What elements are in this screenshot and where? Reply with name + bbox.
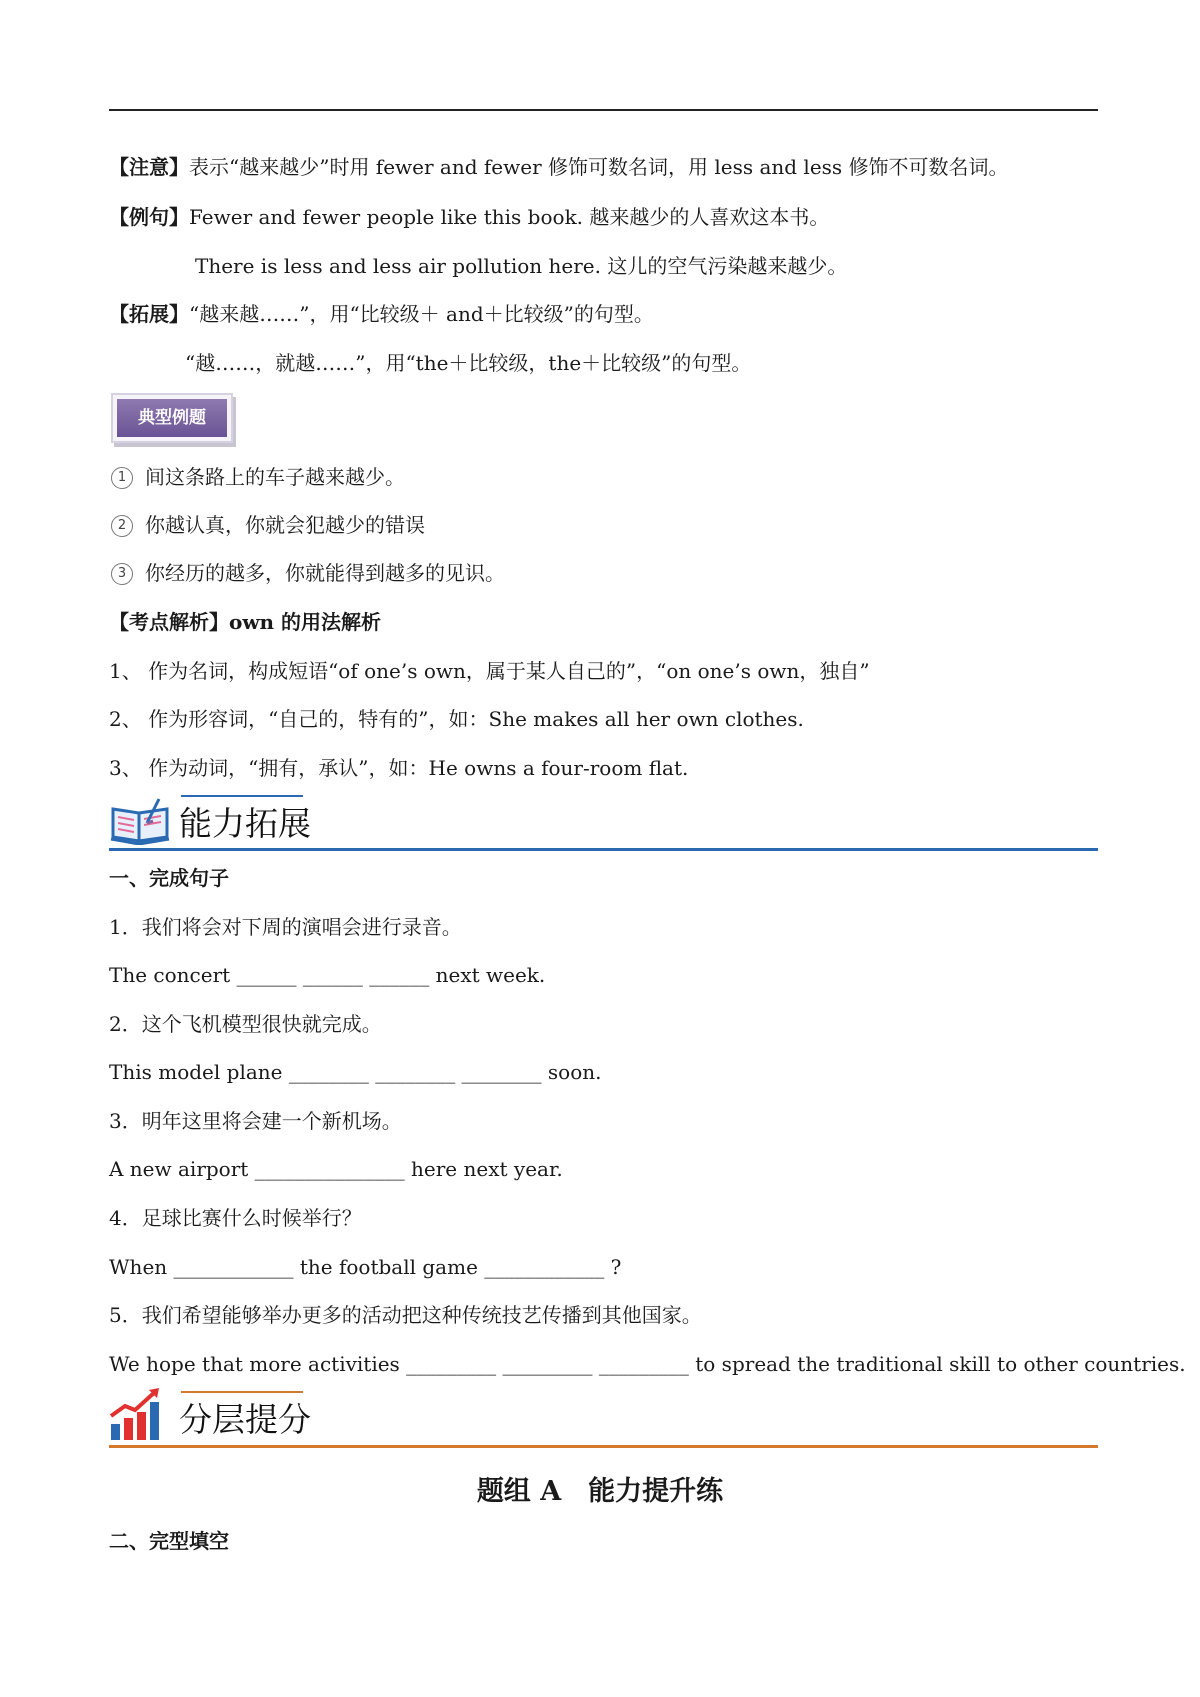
rising-chart-icon (109, 1388, 163, 1442)
group-title: 题组 A 能力提升练 (476, 1476, 724, 1507)
note-liju (109, 205, 829, 229)
question-en: When ____________ the football game ____________ ? (109, 1255, 622, 1279)
tuozhan-tag: 【拓展】 (109, 302, 189, 326)
question-en: We hope that more activities _________ _________ _________ to spread the traditional skill to other countries. (109, 1352, 1186, 1376)
question-en: This model plane ________ ________ ________ soon. (109, 1060, 602, 1084)
section1-subheading: 一、完成句子 (109, 866, 229, 890)
liju-sentence-2: There is less and less air pollution here. 这儿的空气污染越来越少。 (195, 254, 848, 278)
example-item (111, 561, 505, 585)
section1-accent-line (181, 795, 303, 797)
circled-number: 2 (111, 515, 133, 537)
kaodian-item: 3、 作为动词，“拥有，承认”，如：He owns a four-room flat. (109, 756, 689, 780)
example-text: 间这条路上的车子越来越少。 (145, 465, 405, 489)
section2-underline (109, 1445, 1098, 1448)
kaodian-item: 1、 作为名词，构成短语“of one’s own，属于某人自己的”，“on one’s own，独自” (109, 659, 870, 683)
liju-sentence-1: Fewer and fewer people like this book. 越来越少的人喜欢这本书。 (189, 205, 830, 229)
example-item (111, 465, 405, 489)
question-en: The concert ______ ______ ______ next week. (109, 963, 546, 987)
circled-number: 1 (111, 467, 133, 489)
question-cn: 4．足球比赛什么时候举行？ (109, 1206, 362, 1230)
badge-label: 典型例题 (117, 399, 227, 437)
section2-subheading: 二、完型填空 (109, 1529, 229, 1553)
section2-accent-line (181, 1391, 303, 1393)
note-zhuyi (109, 155, 1009, 179)
tuozhan-line-1: “越来越……”，用“比较级＋ and＋比较级”的句型。 (189, 302, 654, 326)
example-item (111, 513, 425, 537)
question-cn: 1．我们将会对下周的演唱会进行录音。 (109, 915, 462, 939)
question-cn: 5．我们希望能够举办更多的活动把这种传统技艺传播到其他国家。 (109, 1303, 702, 1327)
zhuyi-text: 表示“越来越少”时用 fewer and fewer 修饰可数名词，用 less and less 修饰不可数名词。 (189, 155, 1009, 179)
section1-underline (109, 848, 1098, 851)
note-tuozhan (109, 302, 654, 326)
section2-title: 分层提分 (179, 1400, 311, 1439)
question-cn: 2．这个飞机模型很快就完成。 (109, 1012, 382, 1036)
question-en: A new airport _______________ here next year. (109, 1157, 563, 1181)
kaodian-item: 2、 作为形容词，“自己的，特有的”，如：She makes all her own clothes. (109, 707, 804, 731)
typical-example-badge (111, 393, 233, 443)
example-text: 你越认真，你就会犯越少的错误 (145, 513, 425, 537)
zhuyi-tag: 【注意】 (109, 155, 189, 179)
example-text: 你经历的越多，你就能得到越多的见识。 (145, 561, 505, 585)
book-icon (109, 795, 173, 845)
header-rule (109, 109, 1098, 111)
circled-number: 3 (111, 563, 133, 585)
liju-tag: 【例句】 (109, 205, 189, 229)
section1-title: 能力拓展 (179, 804, 311, 843)
kaodian-heading: 【考点解析】own 的用法解析 (109, 610, 382, 634)
question-cn: 3．明年这里将会建一个新机场。 (109, 1109, 402, 1133)
tuozhan-line-2: “越……，就越……”，用“the＋比较级，the＋比较级”的句型。 (185, 351, 752, 375)
